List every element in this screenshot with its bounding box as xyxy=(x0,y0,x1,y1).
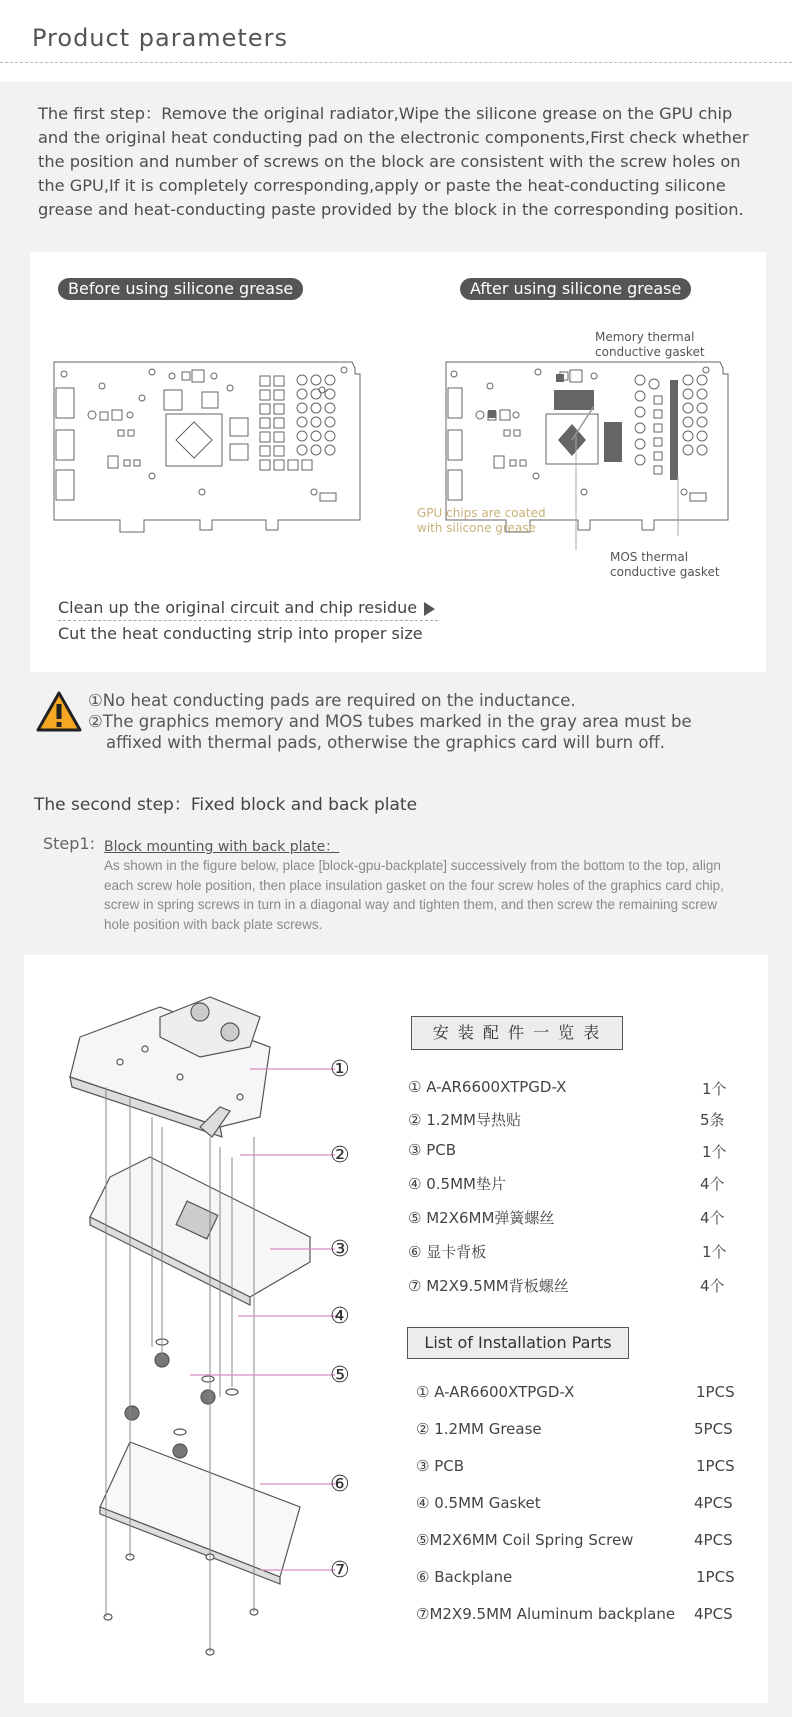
en-item-1: ① A-AR6600XTPGD-X xyxy=(416,1383,575,1401)
memory-gasket-label: Memory thermal conductive gasket xyxy=(595,330,705,359)
en-qty-1: 1PCS xyxy=(696,1383,735,1401)
en-item-5: ⑤M2X6MM Coil Spring Screw xyxy=(416,1531,634,1549)
en-item-3: ③ PCB xyxy=(416,1457,465,1475)
en-item-7: ⑦M2X9.5MM Aluminum backplane xyxy=(416,1605,676,1623)
header xyxy=(0,0,792,82)
en-qty-7: 4PCS xyxy=(694,1605,733,1623)
before-label: Before using silicone grease xyxy=(58,278,303,300)
en-item-6: ⑥ Backplane xyxy=(416,1568,513,1586)
callout-2: ② xyxy=(330,1143,350,1168)
cn-item-6: ⑥ 显卡背板 xyxy=(408,1243,487,1261)
callout-4: ④ xyxy=(330,1304,350,1329)
clean-up-text: Clean up the original circuit and chip residue xyxy=(58,598,438,621)
callout-5: ⑤ xyxy=(330,1363,350,1388)
en-qty-4: 4PCS xyxy=(694,1494,733,1512)
cn-qty-3: 1个 xyxy=(702,1143,727,1161)
warning-icon xyxy=(36,690,82,734)
mos-gasket-label: MOS thermal conductive gasket xyxy=(610,550,720,579)
cn-qty-2: 5条 xyxy=(700,1111,725,1129)
en-qty-6: 1PCS xyxy=(696,1568,735,1586)
step1-body: As shown in the figure below, place [block-gpu-backplate] successively from the bottom to the top, align each screw hole position, then place insulation gasket on the four screw holes of the graphics card chip, screw in spring screws in turn in a diagonal way and tighten them, and then screw the remaining screw hole position with back plate screws. xyxy=(104,858,724,932)
callout-7: ⑦ xyxy=(330,1558,350,1583)
second-step-title: The second step：Fixed block and back plate xyxy=(34,795,418,815)
en-item-4: ④ 0.5MM Gasket xyxy=(416,1494,541,1512)
callout-3: ③ xyxy=(330,1237,350,1262)
cn-item-1: ① A-AR6600XTPGD-X xyxy=(408,1078,567,1096)
en-list-title: List of Installation Parts xyxy=(407,1327,629,1359)
step1-title: Block mounting with back plate： xyxy=(104,839,340,855)
first-step-text: The first step：Remove the original radiator,Wipe the silicone grease on the GPU chip and the original heat conducting pad on the electronic components,First check whether the position and number of screws on the block are consistent with the screw holes on the GPU,If it is completely corresponding,apply or paste the heat-conducting silicone grease and heat-conducting paste provided by the block in the corresponding position. xyxy=(38,104,749,219)
step1-label: Step1: xyxy=(43,834,95,853)
callout-6: ⑥ xyxy=(330,1472,350,1497)
gpu-grease-label: GPU chips are coated with silicone grease xyxy=(417,506,546,535)
cut-strip-text: Cut the heat conducting strip into proper size xyxy=(58,624,423,643)
cn-qty-4: 4个 xyxy=(700,1175,725,1193)
pcb-before-diagram xyxy=(52,360,388,550)
cn-qty-6: 1个 xyxy=(702,1243,727,1261)
cn-list-title: 安 装 配 件 一 览 表 xyxy=(411,1016,623,1050)
cn-item-7: ⑦ M2X9.5MM背板螺丝 xyxy=(408,1277,569,1295)
after-label: After using silicone grease xyxy=(460,278,691,300)
cn-qty-5: 4个 xyxy=(700,1209,725,1227)
cn-qty-7: 4个 xyxy=(700,1277,725,1295)
cn-qty-1: 1个 xyxy=(702,1080,727,1098)
installation-panel xyxy=(24,955,768,1703)
header-divider xyxy=(0,62,792,63)
en-qty-5: 4PCS xyxy=(694,1531,733,1549)
en-qty-3: 1PCS xyxy=(696,1457,735,1475)
cn-item-4: ④ 0.5MM垫片 xyxy=(408,1175,506,1193)
triangle-right-icon xyxy=(424,602,435,616)
en-item-2: ② 1.2MM Grease xyxy=(416,1420,542,1438)
callout-1: ① xyxy=(330,1057,350,1082)
cn-item-5: ⑤ M2X6MM弹簧螺丝 xyxy=(408,1209,555,1227)
warning-notes: ①No heat conducting pads are required on the inductance. ②The graphics memory and MOS tubes marked in the gray area must be affixed with thermal pads, otherwise the graphics card will burn off. xyxy=(88,691,692,752)
page-title: Product parameters xyxy=(32,24,288,52)
cn-item-2: ② 1.2MM导热贴 xyxy=(408,1111,521,1129)
cn-item-3: ③ PCB xyxy=(408,1141,457,1159)
en-qty-2: 5PCS xyxy=(694,1420,733,1438)
